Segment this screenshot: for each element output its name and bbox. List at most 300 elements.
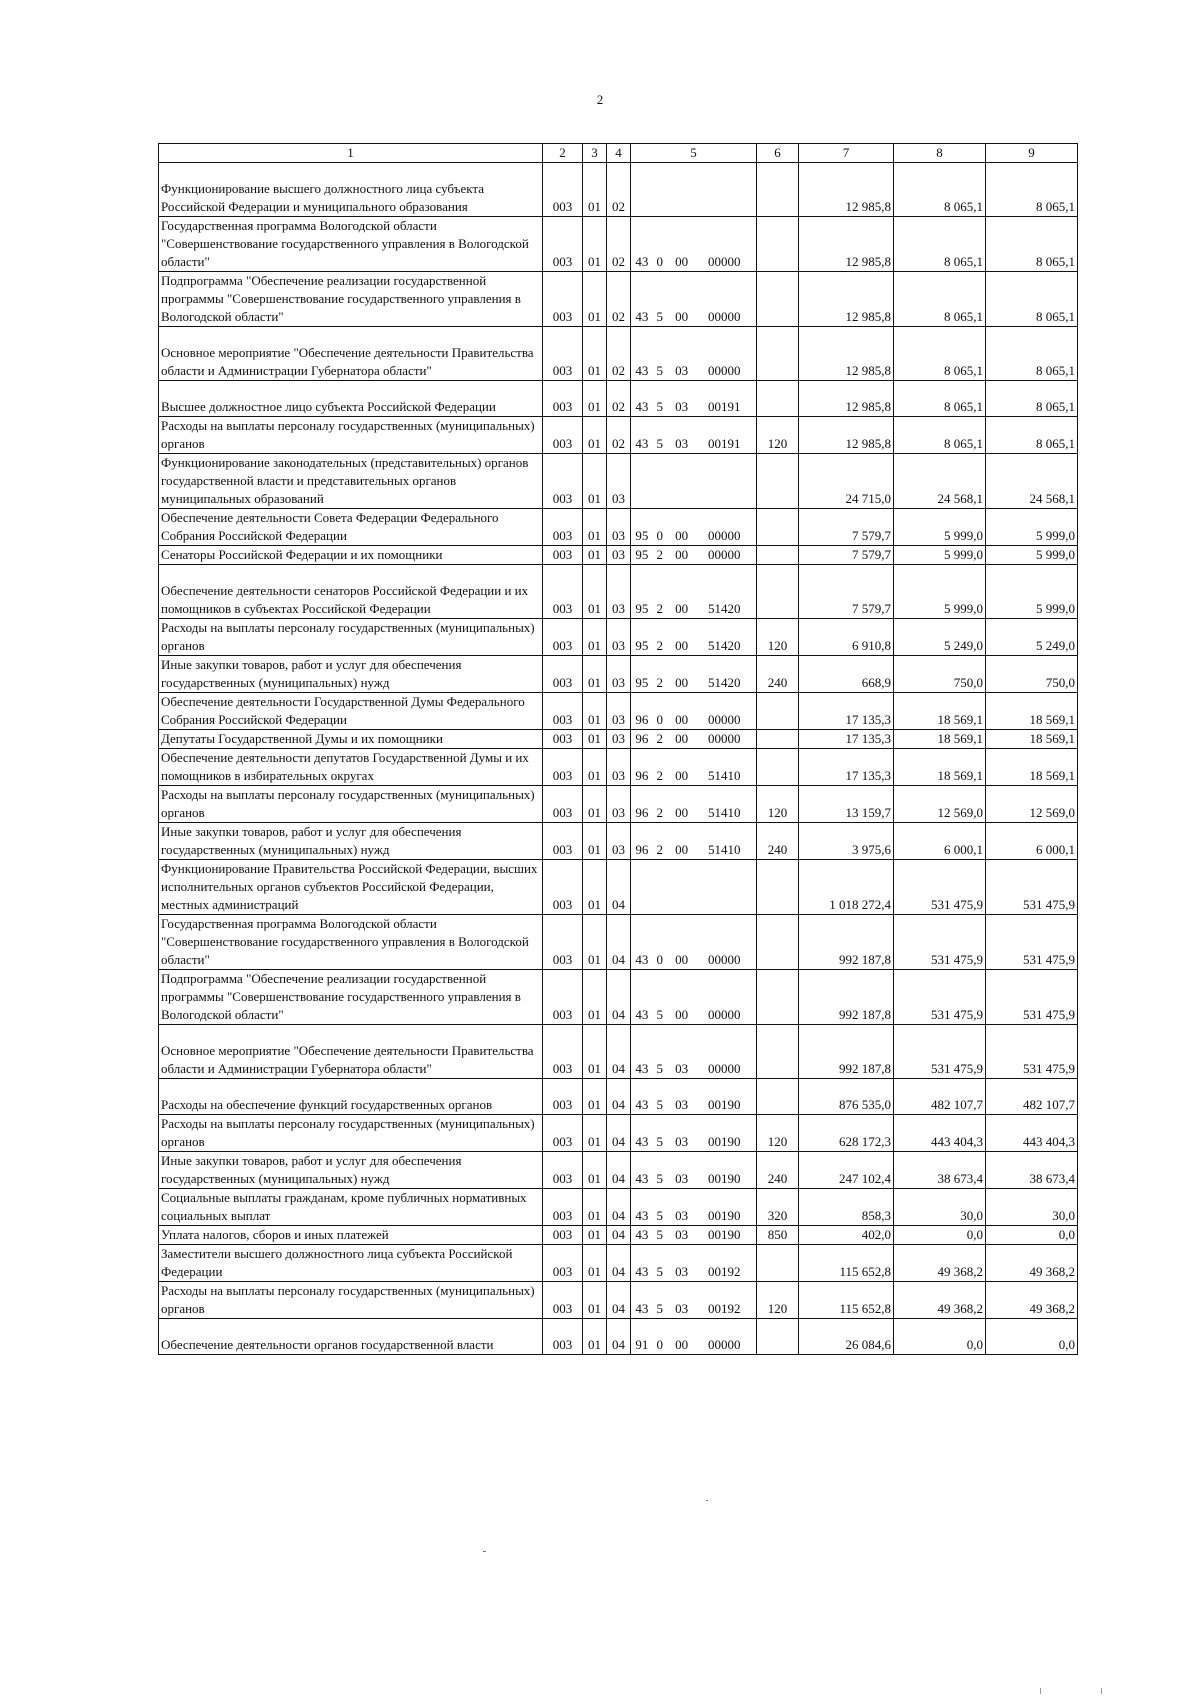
ministry-code: 003 bbox=[543, 1226, 583, 1245]
amount-col-8: 531 475,9 bbox=[894, 1025, 986, 1079]
expense-type-code: 120 bbox=[757, 619, 799, 656]
table-row bbox=[159, 381, 1078, 417]
ministry-code: 003 bbox=[543, 327, 583, 381]
section-code: 01 bbox=[583, 730, 607, 749]
amount-col-7: 115 652,8 bbox=[799, 1245, 894, 1282]
amount-col-7: 12 985,8 bbox=[799, 217, 894, 272]
expense-type-code bbox=[757, 327, 799, 381]
target-article-part: 43 bbox=[635, 436, 649, 451]
amount-col-7: 858,3 bbox=[799, 1189, 894, 1226]
expense-type-code bbox=[757, 381, 799, 417]
target-article-part: 03 bbox=[675, 1301, 689, 1316]
target-article-code bbox=[631, 1282, 757, 1319]
ministry-code: 003 bbox=[543, 1115, 583, 1152]
header-col-4: 4 bbox=[607, 144, 631, 163]
expense-type-code bbox=[757, 749, 799, 786]
target-article-part: 96 bbox=[635, 842, 649, 857]
row-name: Функционирование высшего должностного лица субъекта Российской Федерации и муниципального образования bbox=[159, 163, 543, 217]
target-article-code bbox=[631, 860, 757, 915]
section-code: 01 bbox=[583, 1282, 607, 1319]
target-article-code bbox=[631, 656, 757, 693]
target-article-part: 5 bbox=[656, 1134, 664, 1149]
expense-type-code bbox=[757, 1319, 799, 1355]
target-article-part: 00 bbox=[675, 309, 689, 324]
row-name: Заместители высшего должностного лица субъекта Российской Федерации bbox=[159, 1245, 543, 1282]
target-article-part: 00000 bbox=[708, 712, 741, 727]
target-article-part: 00 bbox=[675, 712, 689, 727]
target-article-code bbox=[631, 417, 757, 454]
amount-col-7: 17 135,3 bbox=[799, 693, 894, 730]
amount-col-9: 8 065,1 bbox=[986, 272, 1078, 327]
target-article-code bbox=[631, 730, 757, 749]
amount-col-9: 5 249,0 bbox=[986, 619, 1078, 656]
target-article-part: 5 bbox=[656, 1007, 664, 1022]
expense-type-code: 320 bbox=[757, 1189, 799, 1226]
subsection-code: 03 bbox=[607, 619, 631, 656]
table-row bbox=[159, 915, 1078, 970]
amount-col-9: 0,0 bbox=[986, 1319, 1078, 1355]
amount-col-9: 0,0 bbox=[986, 1226, 1078, 1245]
target-article-part: 5 bbox=[656, 399, 664, 414]
target-article-part: 03 bbox=[675, 1134, 689, 1149]
amount-col-7: 247 102,4 bbox=[799, 1152, 894, 1189]
ministry-code: 003 bbox=[543, 417, 583, 454]
table-row bbox=[159, 786, 1078, 823]
table-row bbox=[159, 860, 1078, 915]
section-code: 01 bbox=[583, 417, 607, 454]
row-name: Обеспечение деятельности сенаторов Российской Федерации и их помощников в субъектах Российской Федерации bbox=[159, 565, 543, 619]
table-row bbox=[159, 163, 1078, 217]
target-article-code bbox=[631, 1245, 757, 1282]
target-article-code bbox=[631, 1189, 757, 1226]
section-code: 01 bbox=[583, 327, 607, 381]
amount-col-9: 531 475,9 bbox=[986, 970, 1078, 1025]
target-article-part: 00190 bbox=[708, 1208, 741, 1223]
section-code: 01 bbox=[583, 786, 607, 823]
amount-col-7: 992 187,8 bbox=[799, 970, 894, 1025]
section-code: 01 bbox=[583, 1115, 607, 1152]
target-article-part: 00 bbox=[675, 675, 689, 690]
amount-col-7: 1 018 272,4 bbox=[799, 860, 894, 915]
amount-col-7: 402,0 bbox=[799, 1226, 894, 1245]
amount-col-8: 12 569,0 bbox=[894, 786, 986, 823]
ministry-code: 003 bbox=[543, 1189, 583, 1226]
target-article-part: 95 bbox=[635, 675, 649, 690]
expense-type-code bbox=[757, 915, 799, 970]
section-code: 01 bbox=[583, 1226, 607, 1245]
amount-col-9: 531 475,9 bbox=[986, 1025, 1078, 1079]
section-code: 01 bbox=[583, 1152, 607, 1189]
expense-type-code: 240 bbox=[757, 823, 799, 860]
target-article-part: 43 bbox=[635, 309, 649, 324]
row-name: Подпрограмма "Обеспечение реализации государственной программы "Совершенствование государственного управления в Вологодской области" bbox=[159, 970, 543, 1025]
target-article-part: 00 bbox=[675, 842, 689, 857]
target-article-part: 00192 bbox=[708, 1301, 741, 1316]
amount-col-8: 18 569,1 bbox=[894, 693, 986, 730]
section-code: 01 bbox=[583, 272, 607, 327]
amount-col-7: 668,9 bbox=[799, 656, 894, 693]
section-code: 01 bbox=[583, 565, 607, 619]
row-name: Депутаты Государственной Думы и их помощники bbox=[159, 730, 543, 749]
amount-col-8: 0,0 bbox=[894, 1319, 986, 1355]
target-article-part: 00000 bbox=[708, 309, 741, 324]
ministry-code: 003 bbox=[543, 1282, 583, 1319]
target-article-part: 95 bbox=[635, 547, 649, 562]
target-article-part: 43 bbox=[635, 399, 649, 414]
amount-col-9: 8 065,1 bbox=[986, 417, 1078, 454]
amount-col-8: 8 065,1 bbox=[894, 417, 986, 454]
amount-col-7: 876 535,0 bbox=[799, 1079, 894, 1115]
target-article-part: 2 bbox=[656, 601, 664, 616]
expense-type-code bbox=[757, 730, 799, 749]
page-number: 2 bbox=[596, 92, 604, 107]
target-article-code bbox=[631, 970, 757, 1025]
header-col-5: 5 bbox=[631, 144, 757, 163]
target-article-code bbox=[631, 619, 757, 656]
target-article-part: 5 bbox=[656, 1097, 664, 1112]
section-code: 01 bbox=[583, 619, 607, 656]
section-code: 01 bbox=[583, 217, 607, 272]
target-article-part: 43 bbox=[635, 1097, 649, 1112]
amount-col-9: 5 999,0 bbox=[986, 509, 1078, 546]
target-article-part: 95 bbox=[635, 528, 649, 543]
subsection-code: 04 bbox=[607, 860, 631, 915]
target-article-part: 43 bbox=[635, 1061, 649, 1076]
ministry-code: 003 bbox=[543, 693, 583, 730]
target-article-part: 5 bbox=[656, 363, 664, 378]
target-article-part: 5 bbox=[656, 1171, 664, 1186]
amount-col-7: 628 172,3 bbox=[799, 1115, 894, 1152]
target-article-part: 51410 bbox=[708, 768, 741, 783]
amount-col-9: 8 065,1 bbox=[986, 217, 1078, 272]
subsection-code: 04 bbox=[607, 1245, 631, 1282]
target-article-part: 43 bbox=[635, 1007, 649, 1022]
target-article-part: 00 bbox=[675, 1007, 689, 1022]
subsection-code: 02 bbox=[607, 327, 631, 381]
target-article-code bbox=[631, 915, 757, 970]
target-article-part: 00000 bbox=[708, 547, 741, 562]
target-article-code bbox=[631, 272, 757, 327]
section-code: 01 bbox=[583, 1319, 607, 1355]
amount-col-7: 12 985,8 bbox=[799, 272, 894, 327]
target-article-part: 0 bbox=[656, 952, 664, 967]
subsection-code: 02 bbox=[607, 272, 631, 327]
target-article-part: 00192 bbox=[708, 1264, 741, 1279]
section-code: 01 bbox=[583, 1025, 607, 1079]
expense-type-code: 120 bbox=[757, 1282, 799, 1319]
scan-speck bbox=[483, 1551, 486, 1552]
target-article-part: 43 bbox=[635, 363, 649, 378]
amount-col-9: 482 107,7 bbox=[986, 1079, 1078, 1115]
subsection-code: 03 bbox=[607, 509, 631, 546]
table-row bbox=[159, 565, 1078, 619]
target-article-part: 2 bbox=[656, 842, 664, 857]
amount-col-7: 12 985,8 bbox=[799, 327, 894, 381]
amount-col-7: 24 715,0 bbox=[799, 454, 894, 509]
header-col-2: 2 bbox=[543, 144, 583, 163]
amount-col-7: 17 135,3 bbox=[799, 730, 894, 749]
amount-col-9: 531 475,9 bbox=[986, 915, 1078, 970]
target-article-part: 00 bbox=[675, 547, 689, 562]
ministry-code: 003 bbox=[543, 163, 583, 217]
amount-col-8: 5 999,0 bbox=[894, 509, 986, 546]
table-row bbox=[159, 327, 1078, 381]
table-row bbox=[159, 509, 1078, 546]
amount-col-8: 531 475,9 bbox=[894, 915, 986, 970]
target-article-part: 00000 bbox=[708, 1061, 741, 1076]
table-row bbox=[159, 454, 1078, 509]
section-code: 01 bbox=[583, 1245, 607, 1282]
target-article-code bbox=[631, 1319, 757, 1355]
target-article-part: 00 bbox=[675, 952, 689, 967]
amount-col-9: 38 673,4 bbox=[986, 1152, 1078, 1189]
expense-type-code: 120 bbox=[757, 417, 799, 454]
target-article-part: 5 bbox=[656, 1301, 664, 1316]
target-article-code bbox=[631, 381, 757, 417]
target-article-part: 43 bbox=[635, 952, 649, 967]
target-article-code bbox=[631, 217, 757, 272]
subsection-code: 03 bbox=[607, 749, 631, 786]
section-code: 01 bbox=[583, 546, 607, 565]
target-article-part: 00190 bbox=[708, 1227, 741, 1242]
ministry-code: 003 bbox=[543, 619, 583, 656]
target-article-part: 51410 bbox=[708, 805, 741, 820]
amount-col-8: 5 249,0 bbox=[894, 619, 986, 656]
row-name: Сенаторы Российской Федерации и их помощники bbox=[159, 546, 543, 565]
section-code: 01 bbox=[583, 656, 607, 693]
target-article-code bbox=[631, 163, 757, 217]
subsection-code: 04 bbox=[607, 970, 631, 1025]
amount-col-9: 18 569,1 bbox=[986, 749, 1078, 786]
ministry-code: 003 bbox=[543, 786, 583, 823]
target-article-part: 43 bbox=[635, 1264, 649, 1279]
amount-col-7: 7 579,7 bbox=[799, 509, 894, 546]
subsection-code: 03 bbox=[607, 565, 631, 619]
subsection-code: 04 bbox=[607, 1025, 631, 1079]
expense-type-code bbox=[757, 693, 799, 730]
target-article-part: 00000 bbox=[708, 731, 741, 746]
target-article-part: 2 bbox=[656, 675, 664, 690]
target-article-part: 0 bbox=[656, 254, 664, 269]
row-name: Расходы на выплаты персоналу государственных (муниципальных) органов bbox=[159, 1282, 543, 1319]
amount-col-8: 8 065,1 bbox=[894, 327, 986, 381]
amount-col-8: 531 475,9 bbox=[894, 860, 986, 915]
header-col-7: 7 bbox=[799, 144, 894, 163]
ministry-code: 003 bbox=[543, 823, 583, 860]
section-code: 01 bbox=[583, 915, 607, 970]
target-article-part: 00000 bbox=[708, 1007, 741, 1022]
row-name: Государственная программа Вологодской области "Совершенствование государственного управления в Вологодской области" bbox=[159, 915, 543, 970]
section-code: 01 bbox=[583, 823, 607, 860]
table-row bbox=[159, 1282, 1078, 1319]
expense-type-code bbox=[757, 860, 799, 915]
ministry-code: 003 bbox=[543, 1152, 583, 1189]
table-row bbox=[159, 1245, 1078, 1282]
target-article-code bbox=[631, 1079, 757, 1115]
amount-col-8: 8 065,1 bbox=[894, 381, 986, 417]
subsection-code: 03 bbox=[607, 546, 631, 565]
section-code: 01 bbox=[583, 163, 607, 217]
ministry-code: 003 bbox=[543, 860, 583, 915]
target-article-part: 95 bbox=[635, 638, 649, 653]
amount-col-8: 18 569,1 bbox=[894, 749, 986, 786]
target-article-part: 03 bbox=[675, 1208, 689, 1223]
amount-col-8: 482 107,7 bbox=[894, 1079, 986, 1115]
target-article-part: 0 bbox=[656, 712, 664, 727]
ministry-code: 003 bbox=[543, 454, 583, 509]
table-row bbox=[159, 656, 1078, 693]
target-article-part: 00 bbox=[675, 805, 689, 820]
row-name: Обеспечение деятельности депутатов Государственной Думы и их помощников в избирательных округах bbox=[159, 749, 543, 786]
target-article-code bbox=[631, 786, 757, 823]
row-name: Основное мероприятие "Обеспечение деятельности Правительства области и Администрации Губернатора области" bbox=[159, 327, 543, 381]
target-article-part: 91 bbox=[635, 1337, 649, 1352]
amount-col-8: 8 065,1 bbox=[894, 272, 986, 327]
amount-col-9: 18 569,1 bbox=[986, 730, 1078, 749]
amount-col-7: 7 579,7 bbox=[799, 565, 894, 619]
table-row bbox=[159, 970, 1078, 1025]
table-row bbox=[159, 1189, 1078, 1226]
ministry-code: 003 bbox=[543, 1319, 583, 1355]
target-article-part: 03 bbox=[675, 399, 689, 414]
expense-type-code: 240 bbox=[757, 1152, 799, 1189]
target-article-part: 43 bbox=[635, 1301, 649, 1316]
row-name: Обеспечение деятельности органов государственной власти bbox=[159, 1319, 543, 1355]
ministry-code: 003 bbox=[543, 546, 583, 565]
amount-col-9: 750,0 bbox=[986, 656, 1078, 693]
subsection-code: 04 bbox=[607, 1152, 631, 1189]
amount-col-7: 992 187,8 bbox=[799, 915, 894, 970]
table-row bbox=[159, 1115, 1078, 1152]
amount-col-8: 24 568,1 bbox=[894, 454, 986, 509]
target-article-part: 03 bbox=[675, 1264, 689, 1279]
row-name: Высшее должностное лицо субъекта Российской Федерации bbox=[159, 381, 543, 417]
subsection-code: 04 bbox=[607, 1189, 631, 1226]
row-name: Подпрограмма "Обеспечение реализации государственной программы "Совершенствование государственного управления в Вологодской области" bbox=[159, 272, 543, 327]
row-name: Расходы на выплаты персоналу государственных (муниципальных) органов bbox=[159, 417, 543, 454]
target-article-part: 00191 bbox=[708, 399, 741, 414]
expense-type-code bbox=[757, 546, 799, 565]
target-article-part: 96 bbox=[635, 712, 649, 727]
subsection-code: 04 bbox=[607, 1115, 631, 1152]
target-article-part: 96 bbox=[635, 805, 649, 820]
expense-type-code: 120 bbox=[757, 786, 799, 823]
amount-col-7: 12 985,8 bbox=[799, 163, 894, 217]
target-article-part: 00190 bbox=[708, 1171, 741, 1186]
amount-col-8: 8 065,1 bbox=[894, 217, 986, 272]
expense-type-code: 120 bbox=[757, 1115, 799, 1152]
target-article-code bbox=[631, 693, 757, 730]
header-col-9: 9 bbox=[986, 144, 1078, 163]
amount-col-9: 24 568,1 bbox=[986, 454, 1078, 509]
target-article-part: 43 bbox=[635, 1208, 649, 1223]
amount-col-9: 8 065,1 bbox=[986, 163, 1078, 217]
target-article-part: 51410 bbox=[708, 842, 741, 857]
target-article-part: 00 bbox=[675, 601, 689, 616]
target-article-code bbox=[631, 1115, 757, 1152]
amount-col-8: 0,0 bbox=[894, 1226, 986, 1245]
target-article-part: 00000 bbox=[708, 1337, 741, 1352]
row-name: Иные закупки товаров, работ и услуг для обеспечения государственных (муниципальных) нужд bbox=[159, 656, 543, 693]
ministry-code: 003 bbox=[543, 915, 583, 970]
row-name: Функционирование законодательных (представительных) органов государственной власти и представительных органов муниципальных образований bbox=[159, 454, 543, 509]
ministry-code: 003 bbox=[543, 217, 583, 272]
amount-col-7: 3 975,6 bbox=[799, 823, 894, 860]
row-name: Иные закупки товаров, работ и услуг для обеспечения государственных (муниципальных) нужд bbox=[159, 1152, 543, 1189]
target-article-part: 5 bbox=[656, 1227, 664, 1242]
target-article-code bbox=[631, 1226, 757, 1245]
amount-col-7: 13 159,7 bbox=[799, 786, 894, 823]
table-row bbox=[159, 546, 1078, 565]
ministry-code: 003 bbox=[543, 730, 583, 749]
target-article-part: 00 bbox=[675, 1337, 689, 1352]
table-row bbox=[159, 823, 1078, 860]
table-row bbox=[159, 1025, 1078, 1079]
row-name: Иные закупки товаров, работ и услуг для обеспечения государственных (муниципальных) нужд bbox=[159, 823, 543, 860]
table-row bbox=[159, 272, 1078, 327]
subsection-code: 03 bbox=[607, 454, 631, 509]
target-article-part: 00 bbox=[675, 768, 689, 783]
target-article-part: 96 bbox=[635, 731, 649, 746]
amount-col-7: 992 187,8 bbox=[799, 1025, 894, 1079]
amount-col-9: 8 065,1 bbox=[986, 327, 1078, 381]
target-article-part: 43 bbox=[635, 254, 649, 269]
subsection-code: 04 bbox=[607, 1319, 631, 1355]
expense-type-code bbox=[757, 272, 799, 327]
target-article-code bbox=[631, 546, 757, 565]
ministry-code: 003 bbox=[543, 749, 583, 786]
amount-col-7: 7 579,7 bbox=[799, 546, 894, 565]
expense-type-code bbox=[757, 565, 799, 619]
section-code: 01 bbox=[583, 1079, 607, 1115]
row-name: Государственная программа Вологодской области "Совершенствование государственного управления в Вологодской области" bbox=[159, 217, 543, 272]
row-name: Функционирование Правительства Российской Федерации, высших исполнительных органов субъектов Российской Федерации, местных администраций bbox=[159, 860, 543, 915]
amount-col-8: 30,0 bbox=[894, 1189, 986, 1226]
ministry-code: 003 bbox=[543, 970, 583, 1025]
target-article-part: 5 bbox=[656, 309, 664, 324]
expense-type-code bbox=[757, 1245, 799, 1282]
target-article-part: 03 bbox=[675, 363, 689, 378]
target-article-part: 43 bbox=[635, 1171, 649, 1186]
table-row bbox=[159, 1226, 1078, 1245]
target-article-part: 00 bbox=[675, 254, 689, 269]
header-col-8: 8 bbox=[894, 144, 986, 163]
amount-col-9: 8 065,1 bbox=[986, 381, 1078, 417]
row-name: Уплата налогов, сборов и иных платежей bbox=[159, 1226, 543, 1245]
scan-corner-mark bbox=[1040, 1688, 1102, 1694]
target-article-code bbox=[631, 454, 757, 509]
target-article-code bbox=[631, 823, 757, 860]
target-article-part: 00000 bbox=[708, 528, 741, 543]
target-article-part: 43 bbox=[635, 1227, 649, 1242]
target-article-part: 51420 bbox=[708, 675, 741, 690]
amount-col-8: 5 999,0 bbox=[894, 565, 986, 619]
budget-table bbox=[158, 143, 1078, 1355]
ministry-code: 003 bbox=[543, 272, 583, 327]
subsection-code: 04 bbox=[607, 1226, 631, 1245]
subsection-code: 03 bbox=[607, 786, 631, 823]
expense-type-code bbox=[757, 163, 799, 217]
amount-col-7: 115 652,8 bbox=[799, 1282, 894, 1319]
amount-col-9: 30,0 bbox=[986, 1189, 1078, 1226]
target-article-part: 00190 bbox=[708, 1134, 741, 1149]
table-row bbox=[159, 619, 1078, 656]
row-name: Расходы на выплаты персоналу государственных (муниципальных) органов bbox=[159, 786, 543, 823]
expense-type-code bbox=[757, 217, 799, 272]
amount-col-8: 6 000,1 bbox=[894, 823, 986, 860]
subsection-code: 02 bbox=[607, 417, 631, 454]
expense-type-code bbox=[757, 509, 799, 546]
